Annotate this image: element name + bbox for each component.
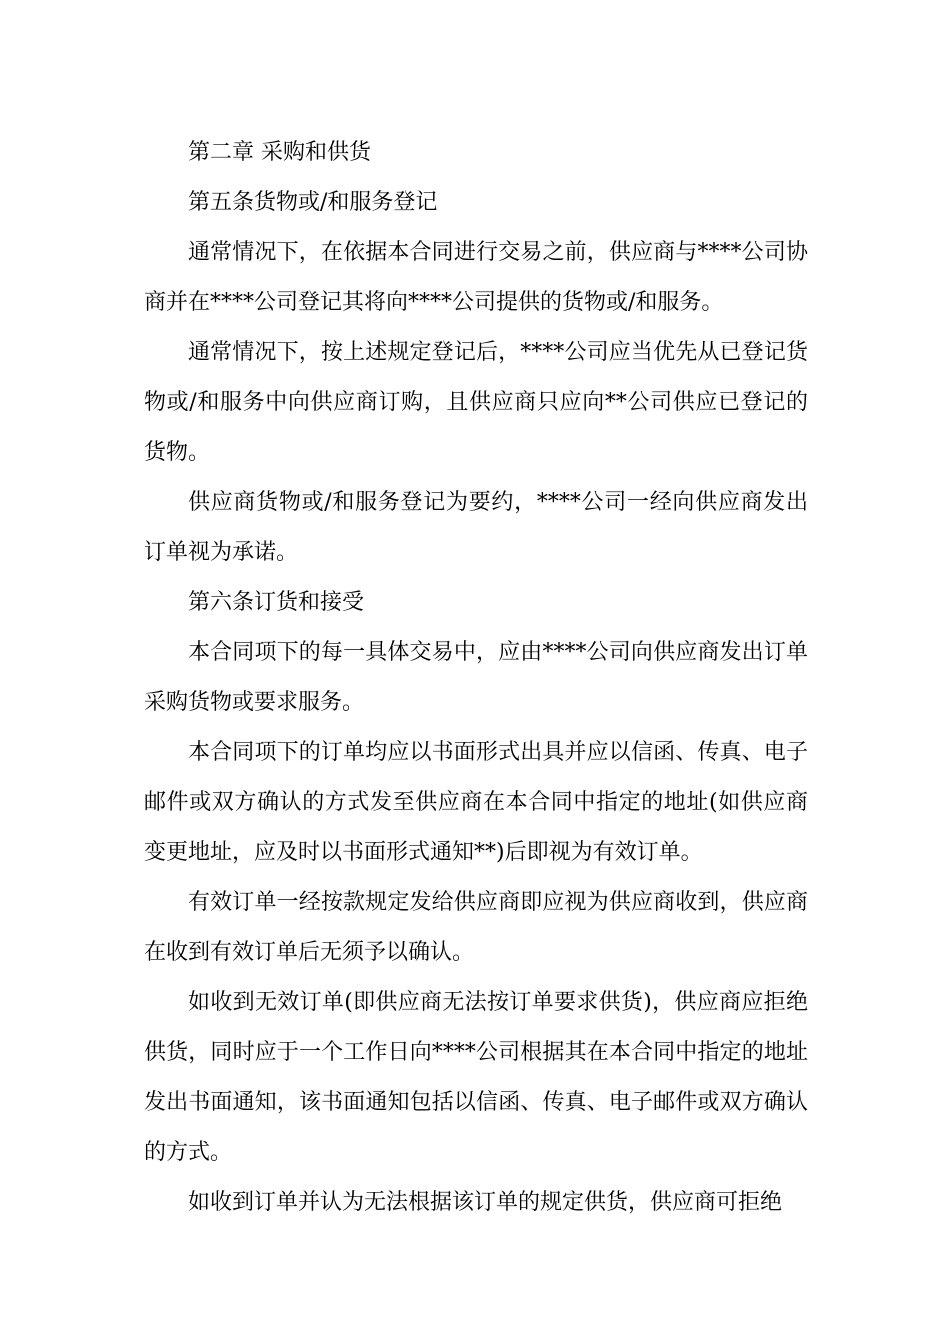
- paragraph: 本合同项下的每一具体交易中，应由****公司向供应商发出订单采购货物或要求服务。: [144, 640, 808, 715]
- paragraph: 供应商货物或/和服务登记为要约，****公司一经向供应商发出订单视为承诺。: [144, 490, 808, 565]
- article-heading-6: 第六条订货和接受: [188, 590, 365, 615]
- paragraph: 通常情况下，在依据本合同进行交易之前，供应商与****公司协商并在****公司登记其将向****公司提供的货物或/和服务。: [144, 240, 808, 315]
- paragraph: 有效订单一经按款规定发给供应商即应视为供应商收到，供应商在收到有效订单后无须予以确认。: [144, 890, 808, 965]
- article-heading-5: 第五条货物或/和服务登记: [188, 190, 438, 215]
- paragraph: 本合同项下的订单均应以书面形式出具并应以信函、传真、电子邮件或双方确认的方式发至供应商在本合同中指定的地址(如供应商变更地址，应及时以书面形式通知**)后即视为有效订单。: [144, 740, 808, 865]
- paragraph: 通常情况下，按上述规定登记后，****公司应当优先从已登记货物或/和服务中向供应商订购，且供应商只应向**公司供应已登记的货物。: [144, 340, 808, 465]
- chapter-heading: 第二章 采购和供货: [188, 140, 371, 165]
- document-body: [144, 128, 808, 1228]
- paragraph: 如收到无效订单(即供应商无法按订单要求供货)，供应商应拒绝供货，同时应于一个工作日向****公司根据其在本合同中指定的地址发出书面通知，该书面通知包括以信函、传真、电子邮件或双方确认的方式。: [144, 990, 808, 1165]
- paragraph: 如收到订单并认为无法根据该订单的规定供货，供应商可拒绝: [188, 1190, 783, 1215]
